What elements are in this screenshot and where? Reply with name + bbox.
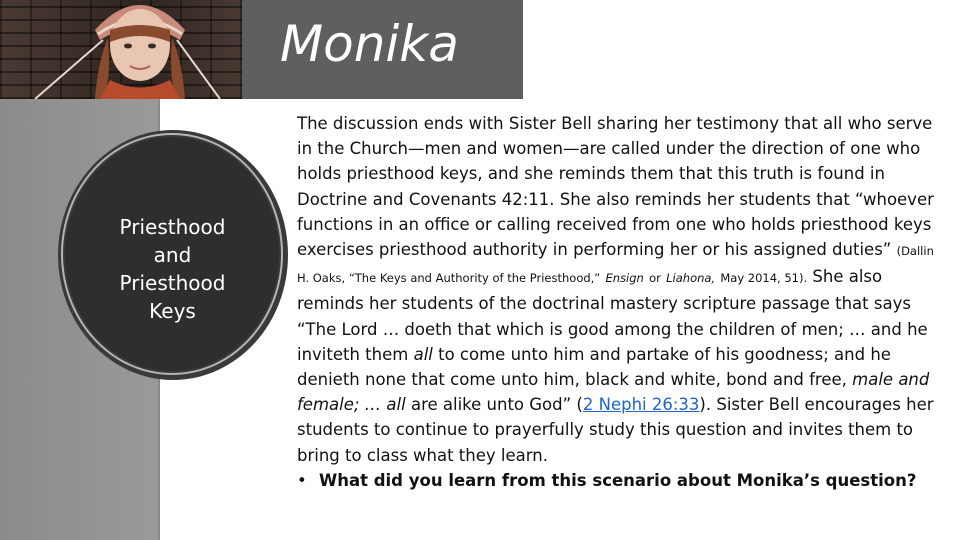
body-part-2: She also reminds her students of the doctrinal mastery scripture passage that says “The Lord … doeth that which is good among the children of men; … and he inviteth them — [297, 267, 928, 364]
scenario-text — [297, 111, 947, 493]
citation-date: May 2014, 51). — [720, 271, 808, 286]
citation-or: or — [649, 271, 661, 286]
body-part-1: The discussion ends with Sister Bell sharing her testimony that all who serve in the Church—men and women—are called under the direction of one who holds priesthood keys, and she reminds them that this truth is found in Doctrine and Covenants 42:11. She also reminds her students that “whoever functions in an office or calling received from one who holds priesthood keys exercises priesthood authority in performing her or his assigned duties” — [297, 114, 934, 260]
topic-line-4: Keys — [149, 299, 196, 323]
body-part-4: are alike unto God” ( — [410, 395, 583, 415]
emphasis-all: all — [413, 344, 433, 364]
topic-line-2: and — [153, 243, 192, 267]
topic-circle-label — [95, 213, 250, 325]
emphasis-male-female: male and female; … all — [297, 370, 930, 415]
citation-ensign: Ensign — [605, 271, 644, 286]
topic-line-1: Priesthood — [119, 215, 226, 239]
header-photo — [0, 0, 242, 99]
person-photo-illustration — [0, 0, 242, 99]
body-part-3: to come unto him and partake of his goodness; and he denieth none that come unto him, black and white, bond and free, — [297, 344, 891, 390]
question-bullet — [297, 468, 947, 493]
body-part-5: ). Sister Bell encourages her students to continue to prayerfully study this question and invites them to bring to class what they learn. — [297, 395, 934, 465]
page-title: Monika — [280, 15, 459, 73]
scripture-link[interactable]: 2 Nephi 26:33 — [582, 395, 700, 415]
bullet-icon: • — [297, 470, 307, 490]
scenario-paragraph — [297, 111, 947, 468]
question-text: What did you learn from this scenario about Monika’s question? — [319, 470, 917, 490]
citation-a: (Dallin H. Oaks, “The Keys and Authority of the Priesthood,” — [297, 244, 934, 286]
topic-line-3: Priesthood — [119, 271, 226, 295]
citation-liahona: Liahona, — [666, 271, 716, 286]
